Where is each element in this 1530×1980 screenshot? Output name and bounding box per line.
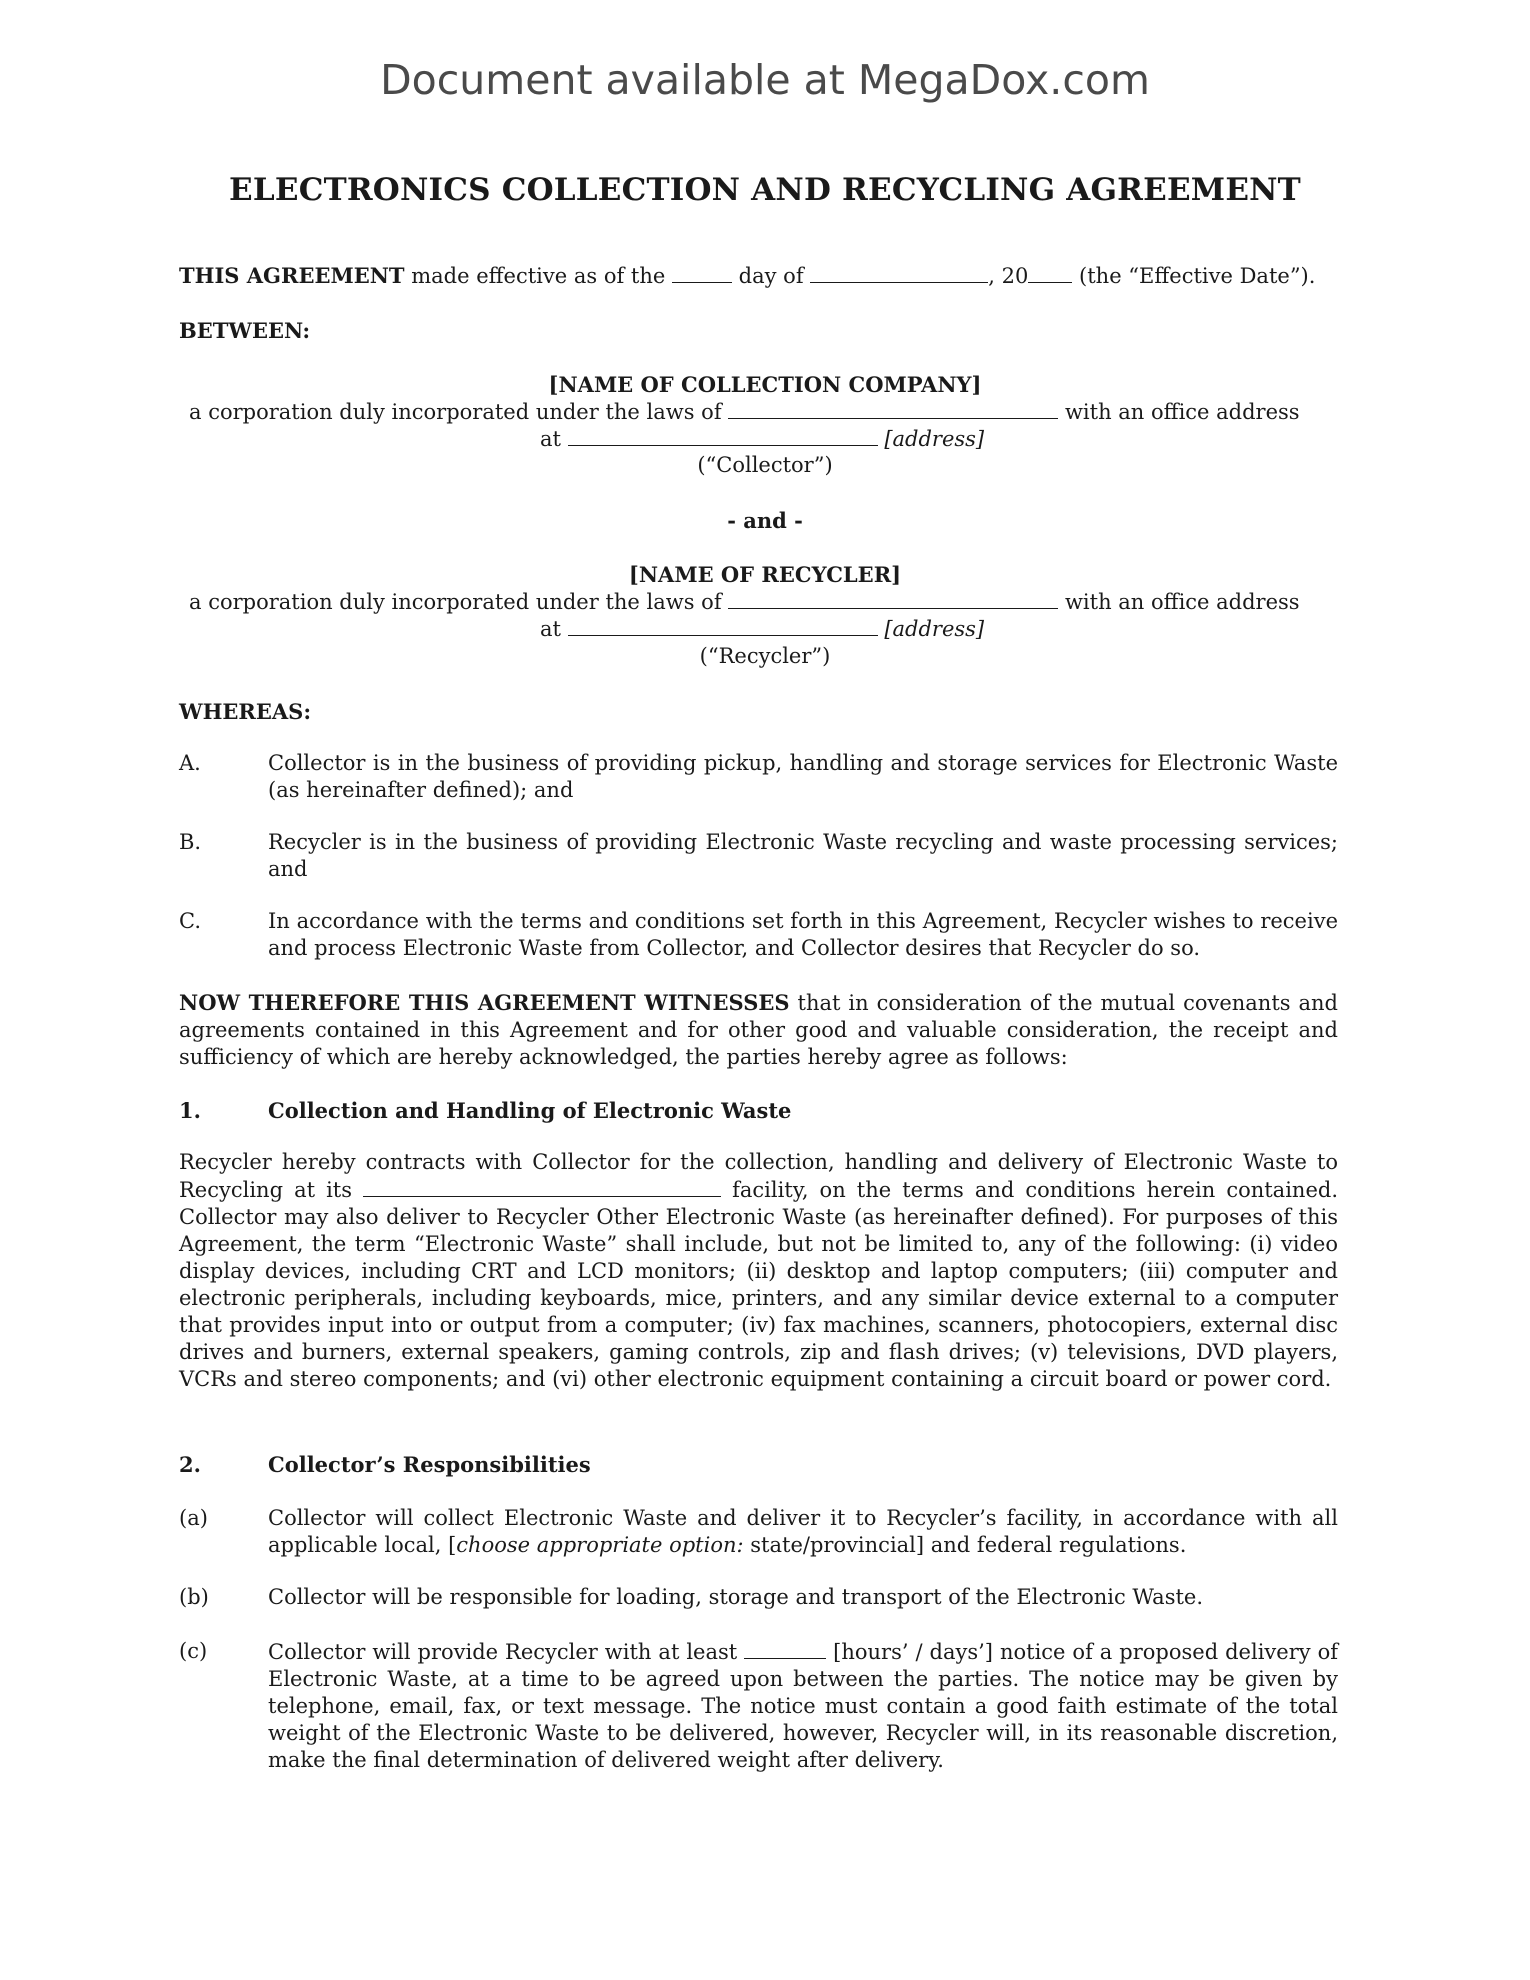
party2-address-line: [540, 615, 984, 643]
recital-text: In accordance with the terms and conditions set forth in this Agreement, Recycler wishes to receive and process Electronic Waste from Collector, and Collector desires that Recycler do so.: [268, 909, 1338, 960]
recital-text: Recycler is in the business of providing Electronic Waste recycling and waste processing services; and: [268, 830, 1338, 881]
now-therefore-lead: NOW THEREFORE THIS AGREEMENT WITNESSES: [179, 990, 790, 1015]
section1-text: facility, on the terms and conditions herein contained. Collector may also deliver to Recycler Other Electronic Waste (as hereinafter defined). For purposes of this Agreement, the term “Electronic Waste” shall include, but not be limited to, any of the following: (i) video display devices, including CRT and LCD monitors; (ii) desktop and laptop computers; (iii) computer and electronic peripherals, including keyboards, mice, printers, and any similar device external to a computer that provides input into or output from a computer; (iv) fax machines, scanners, photocopiers, external disc drives and burners, external speakers, gaming controls, zip and flash drives; (v) televisions, DVD players, VCRs and stereo components; and (vi) other electronic equipment containing a circuit board or power cord.: [179, 1178, 1338, 1391]
clause-text-part: Collector will provide Recycler with at least: [268, 1640, 745, 1664]
preamble-text: , 20: [988, 264, 1029, 288]
party2-name: [NAME OF RECYCLER]: [628, 562, 902, 587]
recital-label: B.: [179, 830, 202, 854]
party1-jurisdiction-blank[interactable]: [728, 398, 1058, 419]
party1-name: [NAME OF COLLECTION COMPANY]: [548, 372, 982, 397]
recital-label: A.: [179, 751, 201, 775]
preamble-text: day of: [732, 264, 811, 288]
clause-label: (a): [179, 1506, 208, 1530]
section1-heading: Collection and Handling of Electronic Waste: [268, 1098, 792, 1123]
clause-text-part: Collector will collect Electronic Waste and deliver it to Recycler’s facility, in accordance with all applicable local, [: [268, 1506, 1338, 1557]
party1-office-text: with an office address: [1058, 400, 1300, 424]
section1-number: 1.: [179, 1098, 201, 1123]
party1-address-label: [address]: [877, 427, 985, 451]
party2-at: at: [540, 617, 568, 641]
party2-address-blank[interactable]: [568, 615, 878, 636]
clause-text-part: state/provincial] and federal regulations.: [743, 1533, 1187, 1557]
day-blank[interactable]: [672, 262, 732, 283]
preamble-lead: THIS AGREEMENT: [179, 263, 405, 288]
document-title: ELECTRONICS COLLECTION AND RECYCLING AGREEMENT: [229, 172, 1301, 208]
facility-blank[interactable]: [363, 1176, 721, 1197]
clause-text: [268, 1505, 1338, 1559]
source-banner: Document available at MegaDox.com: [380, 56, 1150, 104]
preamble-text: (the “Effective Date”).: [1072, 264, 1316, 288]
preamble: [179, 262, 1315, 290]
party2-jurisdiction-blank[interactable]: [728, 588, 1058, 609]
notice-period-blank[interactable]: [744, 1638, 826, 1659]
section1-body: [179, 1149, 1338, 1393]
party2-corp-text: a corporation duly incorporated under the laws of: [189, 590, 729, 614]
party2-short-name: (“Recycler”): [699, 644, 831, 668]
party1-corp-line: [189, 398, 1300, 426]
preamble-text: made effective as of the: [404, 264, 672, 288]
party2-office-text: with an office address: [1058, 590, 1300, 614]
clause-text-part: [hours’ / days’] notice of a proposed delivery of Electronic Waste, at a time to be agreed upon between the parties. The notice may be given by telephone, email, fax, or text message. The notice must contain a good faith estimate of the total weight of the Electronic Waste to be delivered, however, Recycler will, in its reasonable discretion, make the final determination of delivered weight after delivery.: [268, 1640, 1338, 1772]
now-therefore-text: that in consideration of the mutual covenants and agreements contained in this Agreement and for other good and valuable consideration, the receipt and sufficiency of which are hereby acknowledged, the parties hereby agree as follows:: [179, 991, 1338, 1069]
section1-text: Recycler hereby contracts with Collector for the collection, handling and delivery of Electronic Waste to Recycling at its: [179, 1150, 1338, 1202]
year-blank[interactable]: [1028, 262, 1072, 283]
clause-label: (c): [179, 1639, 208, 1663]
section2-number: 2.: [179, 1452, 201, 1477]
party1-address-line: [540, 425, 984, 453]
party1-short-name: (“Collector”): [697, 453, 833, 477]
clause-text: [268, 1638, 1338, 1774]
now-therefore-clause: [179, 989, 1338, 1071]
recital-text: Collector is in the business of providing pickup, handling and storage services for Electronic Waste (as hereinafter defined); and: [268, 751, 1338, 802]
and-separator: - and -: [727, 508, 803, 533]
between-heading: BETWEEN:: [179, 318, 311, 343]
party1-at: at: [540, 427, 568, 451]
party2-corp-line: [189, 588, 1300, 616]
recital-label: C.: [179, 909, 201, 933]
whereas-heading: WHEREAS:: [179, 699, 312, 724]
month-blank[interactable]: [810, 262, 988, 283]
clause-italic-note: choose appropriate option:: [456, 1533, 744, 1557]
clause-text: Collector will be responsible for loading, storage and transport of the Electronic Waste.: [268, 1585, 1204, 1609]
party2-address-label: [address]: [877, 617, 985, 641]
party1-address-blank[interactable]: [568, 425, 878, 446]
section2-heading: Collector’s Responsibilities: [268, 1452, 591, 1477]
party1-corp-text: a corporation duly incorporated under the laws of: [189, 400, 729, 424]
clause-label: (b): [179, 1585, 209, 1609]
